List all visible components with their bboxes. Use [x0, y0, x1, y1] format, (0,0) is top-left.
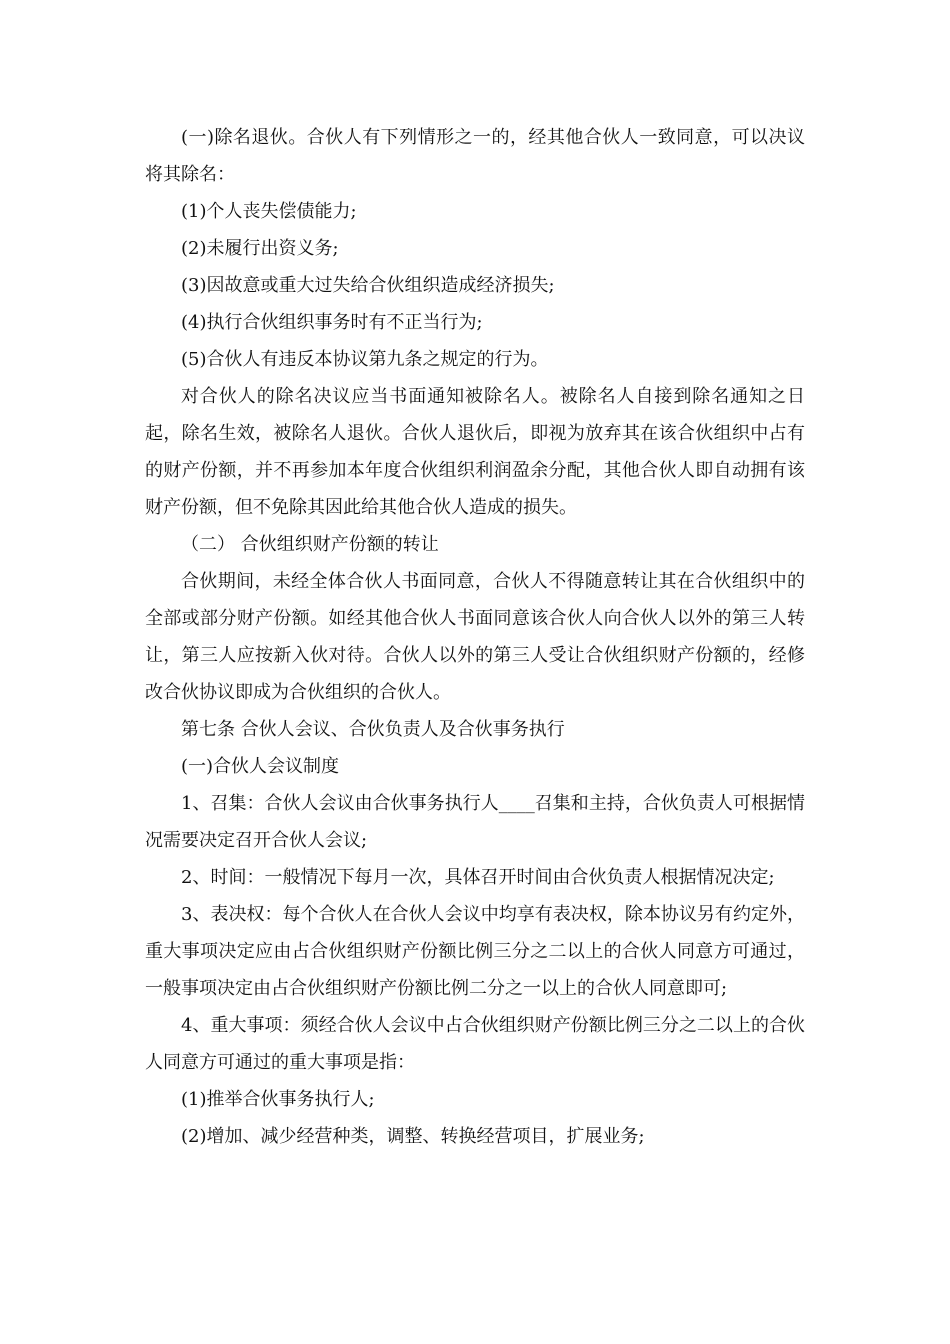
section-heading-share-transfer: （二） 合伙组织财产份额的转让 — [181, 534, 439, 555]
paragraph-item-4: (4)执行合伙组织事务时有不正当行为; — [181, 312, 483, 333]
paragraph-item-3: (3)因故意或重大过失给合伙组织造成经济损失; — [181, 275, 555, 296]
paragraph-major-item-1: (1)推举合伙事务执行人; — [181, 1089, 375, 1110]
document-body — [145, 119, 805, 1155]
paragraph-meeting-time: 2、时间：一般情况下每月一次，具体召开时间由合伙负责人根据情况决定; — [181, 867, 775, 888]
paragraph-major-item-2: (2)增加、减少经营种类，调整、转换经营项目，扩展业务; — [181, 1126, 645, 1147]
article-heading-seven: 第七条 合伙人会议、合伙负责人及合伙事务执行 — [181, 719, 565, 740]
paragraph-item-2: (2)未履行出资义务; — [181, 238, 339, 259]
paragraph-removal-withdrawal: (一)除名退伙。合伙人有下列情形之一的，经其他合伙人一致同意，可以决议将其除名： — [145, 127, 805, 185]
paragraph-item-5: (5)合伙人有违反本协议第九条之规定的行为。 — [181, 349, 549, 370]
paragraph-removal-notice: 对合伙人的除名决议应当书面通知被除名人。被除名人自接到除名通知之日起，除名生效，被除名人退伙。合伙人退伙后，即视为放弃其在该合伙组织中占有的财产份额，并不再参加本年度合伙组织利润盈余分配，其他合伙人即自动拥有该财产份额，但不免除其因此给其他合伙人造成的损失。 — [145, 386, 805, 518]
paragraph-item-1: (1)个人丧失偿债能力; — [181, 201, 357, 222]
paragraph-convening: 1、召集：合伙人会议由合伙事务执行人____召集和主持，合伙负责人可根据情况需要决定召开合伙人会议; — [145, 793, 805, 851]
paragraph-major-matters: 4、重大事项：须经合伙人会议中占合伙组织财产份额比例三分之二以上的合伙人同意方可通过的重大事项是指： — [145, 1015, 805, 1073]
section-heading-meeting-system: (一)合伙人会议制度 — [181, 756, 340, 777]
paragraph-voting-rights: 3、表决权：每个合伙人在合伙人会议中均享有表决权，除本协议另有约定外，重大事项决定应由占合伙组织财产份额比例三分之二以上的合伙人同意方可通过，一般事项决定由占合伙组织财产份额比例二分之一以上的合伙人同意即可; — [145, 904, 805, 999]
paragraph-share-transfer: 合伙期间，未经全体合伙人书面同意，合伙人不得随意转让其在合伙组织中的全部或部分财产份额。如经其他合伙人书面同意该合伙人向合伙人以外的第三人转让，第三人应按新入伙对待。合伙人以外的第三人受让合伙组织财产份额的，经修改合伙协议即成为合伙组织的合伙人。 — [145, 571, 805, 703]
